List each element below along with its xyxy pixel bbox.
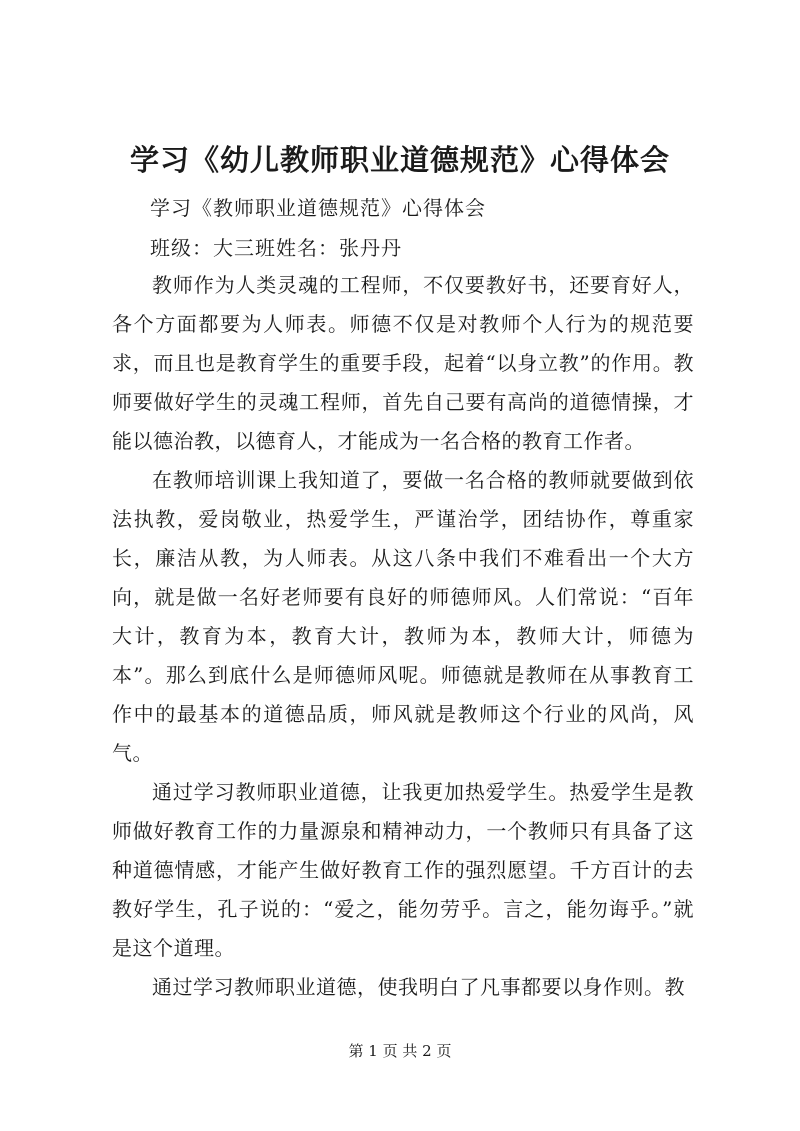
- document-subtitle: 学习《教师职业道德规范》心得体会: [150, 196, 486, 220]
- paragraph: 通过学习教师职业道德，使我明白了凡事都要以身作则。教: [152, 975, 685, 999]
- paragraph: 教师作为人类灵魂的工程师，不仅要教好书，还要育好人，各个方面都要为人师表。师德不仅是对教师个人行为的规范要求，而且也是教育学生的重要手段，起着“以身立教”的作用。教师要做好学生的灵魂工程师，首先自己要有高尚的道德情操，才能以德治教，以德育人，才能成为一名合格的教育工作者。: [112, 273, 694, 453]
- page-footer: 第 1 页 共 2 页: [348, 1042, 452, 1060]
- class-info: 班级：大三班姓名：张丹丹: [150, 236, 402, 260]
- document-body: [112, 266, 694, 1007]
- document-title: 学习《幼儿教师职业道德规范》心得体会: [129, 143, 670, 177]
- paragraph: 在教师培训课上我知道了，要做一名合格的教师就要做到依法执教，爱岗敬业，热爱学生，严谨治学，团结协作，尊重家长，廉洁从教，为人师表。从这八条中我们不难看出一个大方向，就是做一名好老师要有良好的师德师风。人们常说：“百年大计，教育为本，教育大计，教师为本，教师大计，师德为本”。那么到底什么是师德师风呢。师德就是教师在从事教育工作中的最基本的道德品质，师风就是教师这个行业的风尚，风气。: [112, 468, 694, 765]
- paragraph: 通过学习教师职业道德，让我更加热爱学生。热爱学生是教师做好教育工作的力量源泉和精神动力，一个教师只有具备了这种道德情感，才能产生做好教育工作的强烈愿望。千方百计的去教好学生，孔子说的：“爱之，能勿劳乎。言之，能勿诲乎。”就是这个道理。: [112, 780, 694, 960]
